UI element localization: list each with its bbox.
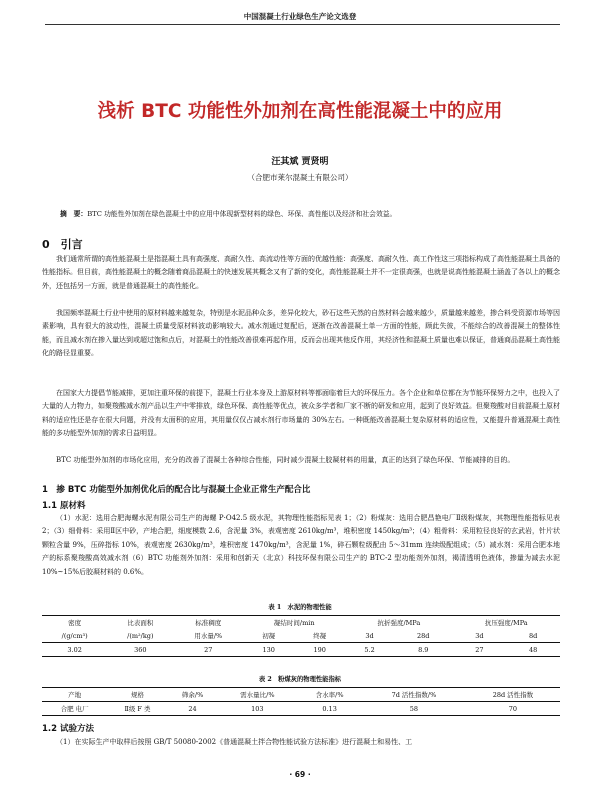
table-cell: 27 <box>204 645 213 654</box>
table-cell: 103 <box>251 704 264 713</box>
table-header-cell: 凝结时间/min <box>273 619 315 627</box>
method-paragraph: （1）在实际生产中取样后按照 GB/T 50080-2002《普通混凝土拌合物性能试验方法标准》进行混凝土和易性、工 <box>56 738 413 746</box>
authors: 汪其斌 贾贤明 <box>271 157 329 167</box>
table-header-cell: 28d <box>417 631 430 640</box>
table-cell: 70 <box>508 704 518 713</box>
table-header-cell: 7d 活性指数/% <box>391 691 437 699</box>
table-header-cell: 比表面积 <box>127 619 154 627</box>
abstract-text: BTC 功能性外加剂在绿色混凝土中的应用中体现新型材料的绿色、环保、高性能以及经济和社会效益。 <box>87 210 397 218</box>
intro-paragraph-4: BTC 功能型外加剂的市场化应用，充分的改善了混凝土各种综合性能，同时减少混凝土胶凝材料的用量，真正的达到了绿色环保、节能减排的目的。 <box>56 456 515 464</box>
intro-paragraph-3: 在国家大力提倡节能减排，更加注重环保的前提下，混凝土行业本身及上游原材料等都面临着巨大的环保压力。各个企业和单位都在为节能环保努力之中，也投入了大量的人力物力，如聚羧酸减水剂产品以生产中零排放，绿色环保、高性能等优点，被众多学者和厂家不断的研发和应用，起到了良好效益。但聚羧酸对目前混凝土原材料的适应性还是存在很大问题，并没有太面积的应用，其用量仅仅占减水剂行市场量的 30%左右。一种既能改善混凝土复杂原材料的适应性，又能提升普通混凝土高性能的多功能型外加剂的需求日益明显。 <box>42 389 560 438</box>
subsection-1-1-heading: 1.1 原材料 <box>42 501 86 511</box>
table-header-cell: 含水率/% <box>315 691 344 699</box>
table-cell: 58 <box>409 704 419 713</box>
table-header-cell: 抗折强度/MPa <box>377 619 421 627</box>
table-header-cell: /(g/cm³) <box>61 631 88 640</box>
table-header-cell: 用水量/% <box>194 632 223 640</box>
intro-paragraph-1: 我们通常所谓的高性能混凝土是指混凝土具有高强度、高耐久性、高流动性等方面的优越性能：高强度、高耐久性、高工作性这三项指标构成了高性能混凝土具备的性能指标。但目前，高性能混凝土的概念随着商品混凝土的快速发展其概念又有了新的变化，高性能混凝土并不一定很高强，也就是说高性能混凝土涵盖了各以上的概念外，还包括另一方面，就是普通混凝土的高性能化。 <box>42 255 560 290</box>
table-header-cell: 规格 <box>130 691 144 699</box>
table-header-cell: 筛余/% <box>181 691 204 699</box>
fly-ash-properties-table <box>42 687 560 716</box>
table-2-caption: 表 2 粉煤灰的物理性能指标 <box>258 676 342 683</box>
table-header-cell: 密度 <box>68 619 82 627</box>
table-cell: Ⅱ级 F 类 <box>124 705 151 713</box>
abstract <box>60 208 540 218</box>
table-header-row <box>42 629 560 643</box>
table-header-cell: 终凝 <box>313 632 327 640</box>
affiliation: （合肥市莱尔混凝土有限公司） <box>247 173 353 182</box>
header-rule <box>45 24 560 25</box>
table-header-cell: 产地 <box>68 691 82 699</box>
table-header-row <box>42 688 560 702</box>
table-cell: 48 <box>528 645 538 654</box>
paper-title: 浅析 BTC 功能性外加剂在高性能混凝土中的应用 <box>97 101 503 122</box>
table-cell: 8.9 <box>418 645 429 654</box>
materials-paragraph: （1）水泥：选用合肥海螺水泥有限公司生产的海螺 P·O42.5 级水泥，其物理性能指标见表 1；（2）粉煤灰：选用合肥昌艳电厂Ⅱ级粉煤灰，其物理性能指标见表 2；（3）细骨料：采用Ⅱ区中砂，产地合肥，细度模数 2.6，含泥量 3%，表观密度 2610kg/m³，堆积密度 1450kg/m³；（4）粗骨料：采用粒径良好的玄武岩，针片状颗粒含量 9%，压碎指标 10%，表观密度 2630kg/m³，堆积密度 1470kg/m³，含泥量 1%，碎石颗粒级配由 5～31mm 连续级配组成；（5）减水剂：采用合肥本地产的标系聚羧酸高效减水剂（6）BTC 功能剂外加剂：采用和创新天（北京）科技环保有限公司生产的 BTC-2 型功能剂外加剂，褐清透明色液体，掺量为减去水泥 10%~15%后胶凝材料的 0.6%。 <box>42 514 560 576</box>
section-0-heading: 0 引言 <box>42 238 83 251</box>
page-number: · 69 · <box>289 770 311 779</box>
table-cell: 360 <box>134 645 147 654</box>
abstract-label: 摘 要： <box>60 210 88 218</box>
table-row <box>42 702 560 716</box>
table-cell: 5.2 <box>364 645 375 654</box>
table-header-cell: 28d 活性指数 <box>492 691 534 699</box>
table-row <box>42 643 560 657</box>
table-header-cell: 8d <box>528 631 538 640</box>
table-cell: 27 <box>475 645 484 654</box>
section-1-heading: 1 掺 BTC 功能型外加剂优化后的配合比与混凝土企业正常生产配合比 <box>42 485 311 495</box>
table-header-cell: 初凝 <box>262 632 276 640</box>
subsection-1-2-heading: 1.2 试验方法 <box>42 724 95 734</box>
cement-properties-table <box>42 615 560 657</box>
table-header-cell: 需水量比/% <box>240 691 275 699</box>
table-cell: 130 <box>262 645 275 654</box>
table-header-row <box>42 616 560 630</box>
table-cell: 0.13 <box>322 704 337 713</box>
intro-paragraph-2: 我国频率混凝土行业中使用的原材料越来越复杂，特别是水泥品种众多，差异化较大，砂石这些天然的自然材料会越来越少，质量越来越差，掺合料受资源市场等因素影响，具有很大的波动性，混凝土质量受原材料波动影响较大。减水剂通过复配后，逐渐在改善混凝土单一方面的性能，顾此失彼，不能综合的改善混凝土的整体性能，而且减水剂在掺入量达到或超过饱和点后，对混凝土的性能改善很难再起作用，反而会出现其他反作用，其经济性和混凝土质量也难以保证，普通商品混凝土高性能化的路径显重要。 <box>42 309 560 358</box>
table-cell: 24 <box>188 704 197 713</box>
table-header-cell: 抗压强度/MPa <box>484 619 528 627</box>
table-header-cell: 3d <box>475 631 484 640</box>
table-header-cell: 3d <box>365 631 374 640</box>
journal-header: 中国混凝土行业绿色生产论文选登 <box>243 12 357 21</box>
table-cell: 合肥 电厂 <box>60 705 89 713</box>
table-header-cell: 标准稠度 <box>195 619 222 627</box>
table-cell: 190 <box>313 645 326 654</box>
table-1-caption: 表 1 水泥的物理性能 <box>268 604 332 611</box>
table-header-cell: /(m²/kg) <box>127 631 154 640</box>
table-cell: 3.02 <box>67 645 82 654</box>
